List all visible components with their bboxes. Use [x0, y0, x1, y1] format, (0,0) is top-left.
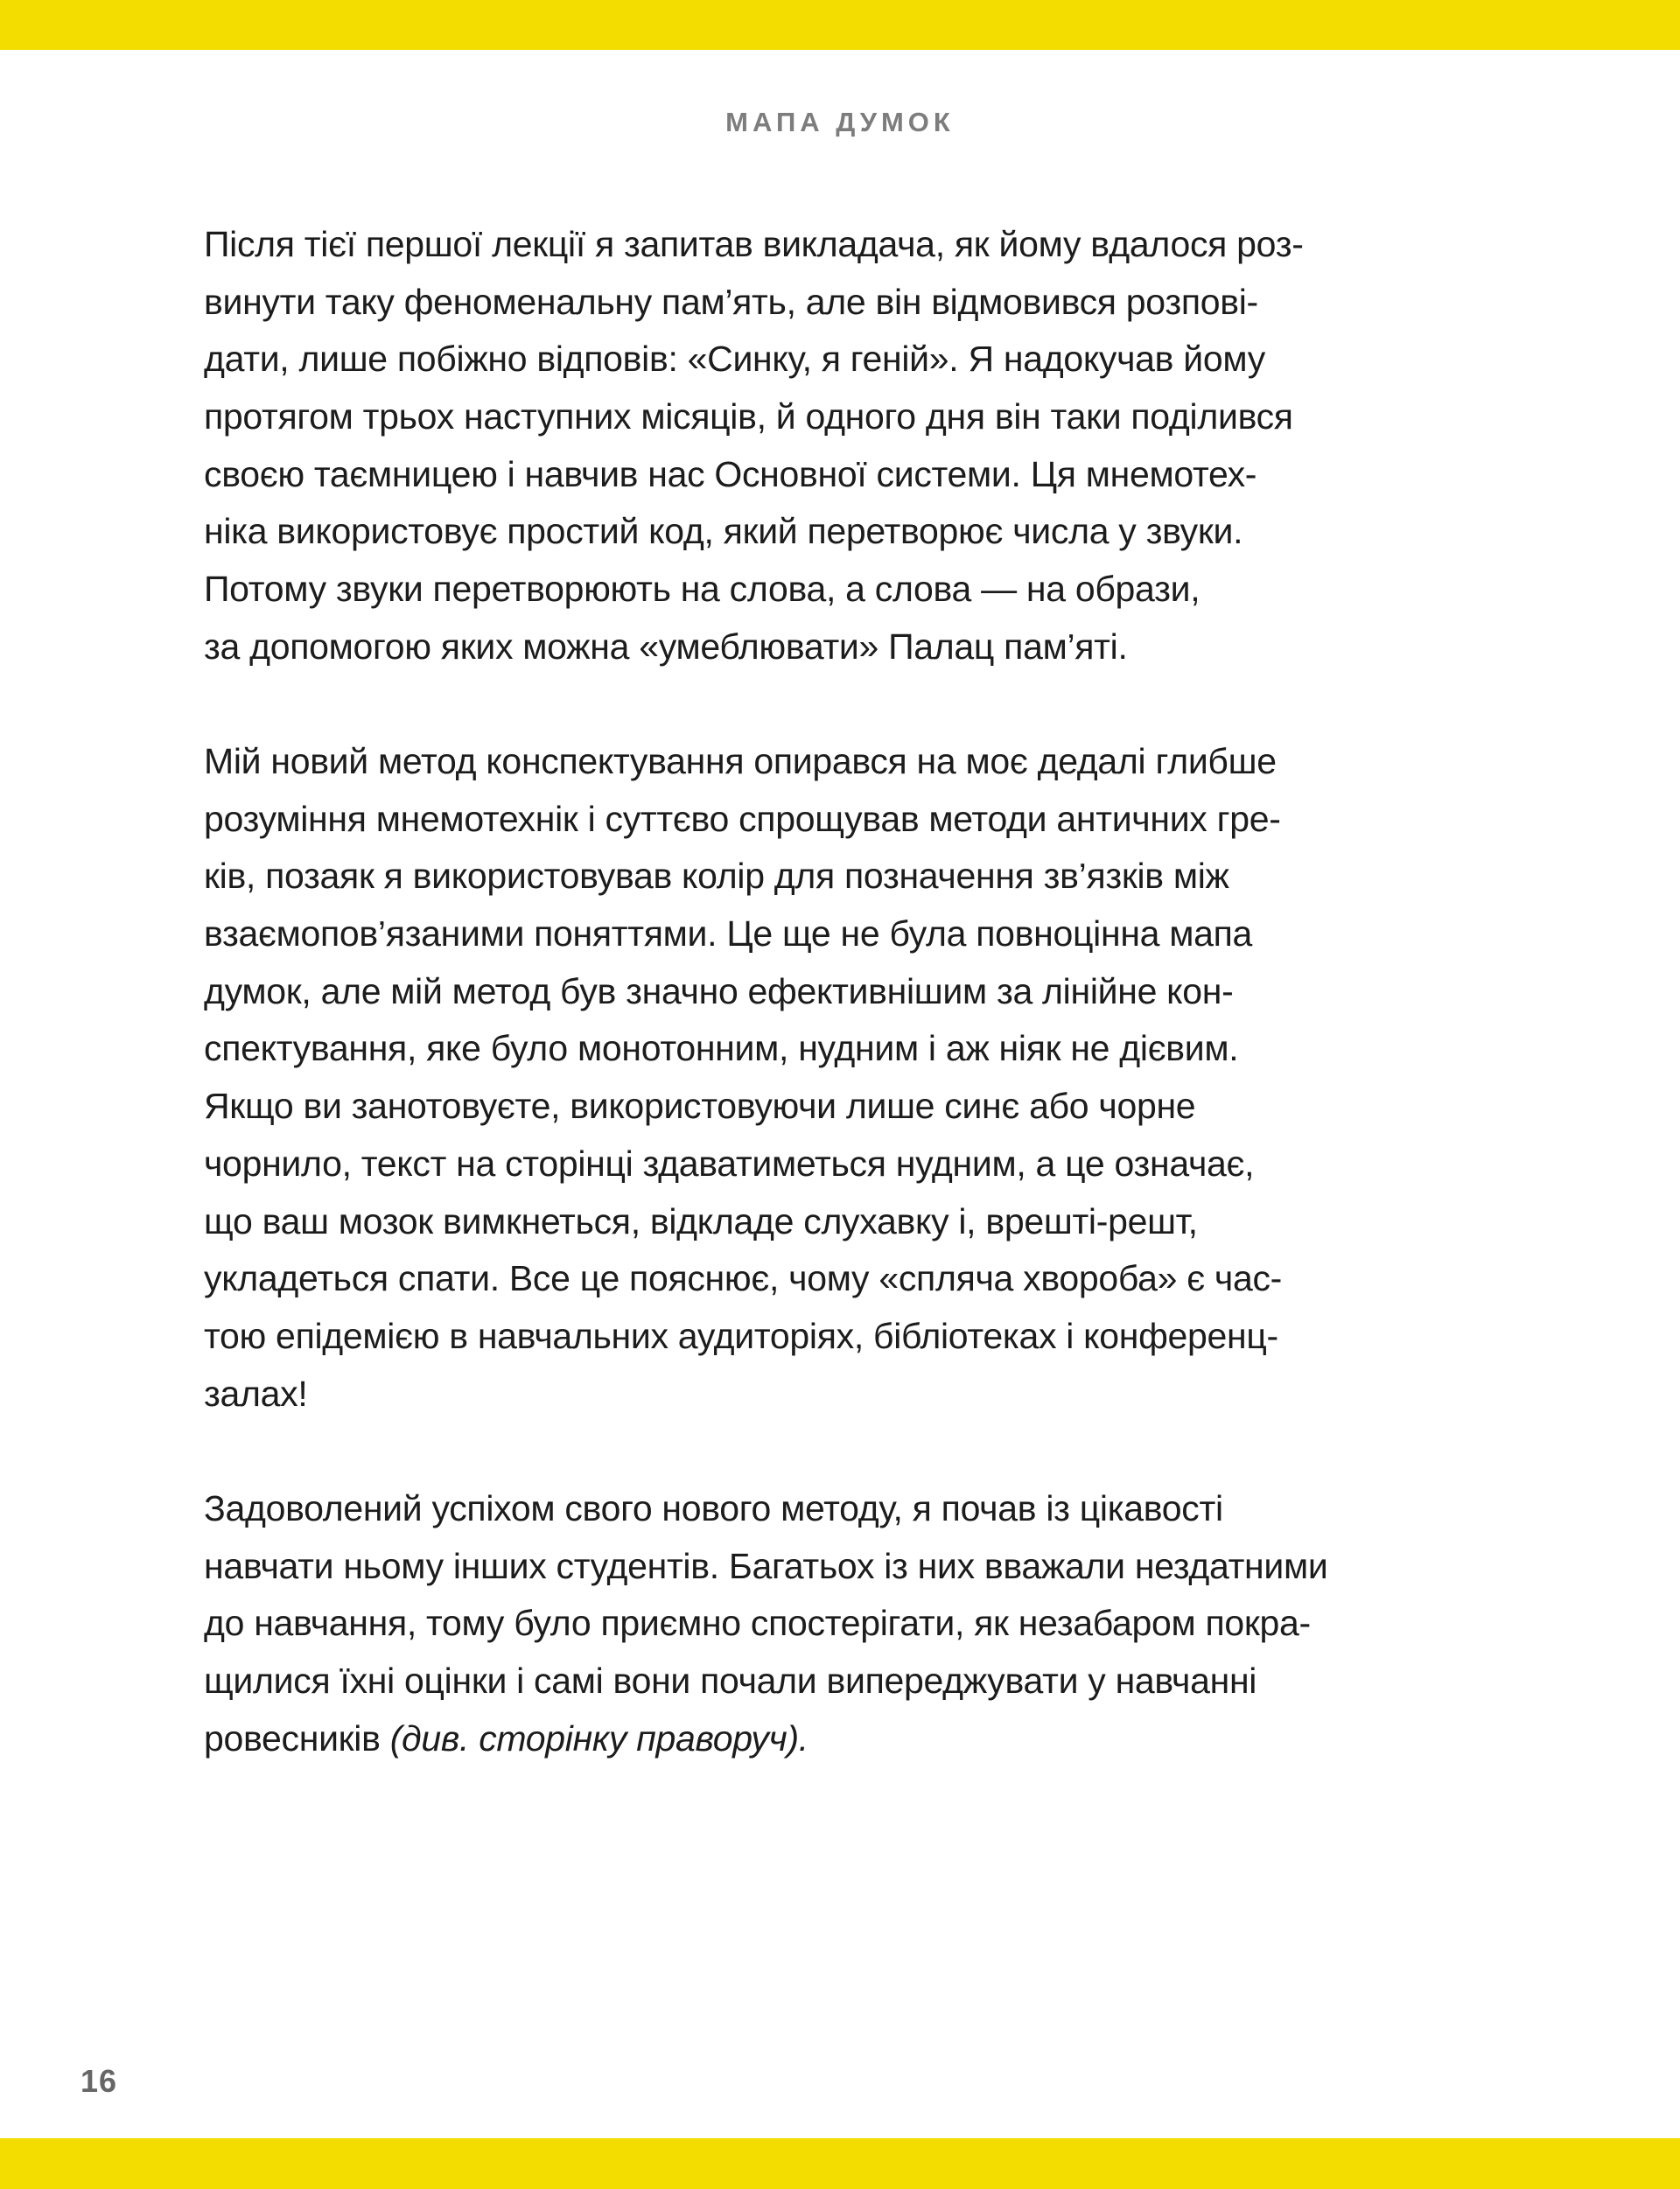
text-line: ків, позаяк я використовував колір для позначення зв’язків між — [204, 856, 1229, 897]
text-line: Якщо ви занотовуєте, використовуючи лише синє або чорне — [204, 1086, 1196, 1127]
text-line: укладеться спати. Все це пояснює, чому «спляча хвороба» є час- — [204, 1258, 1283, 1299]
text-line: дати, лише побіжно відповів: «Синку, я геній». Я надокучав йому — [204, 339, 1265, 380]
text-plain: ровесників — [204, 1717, 390, 1759]
text-line: взаємопов’язаними поняттями. Це ще не була повноцінна мапа — [204, 913, 1253, 955]
text-line: залах! — [204, 1373, 308, 1414]
text-line: Після тієї першої лекції я запитав викладача, як йому вдалося роз- — [204, 224, 1304, 264]
text-line: протягом трьох наступних місяців, й одного дня він таки поділився — [204, 396, 1293, 437]
text-line: тою епідемією в навчальних аудиторіях, бібліотеках і конференц- — [204, 1315, 1278, 1356]
bottom-accent-bar — [0, 2138, 1680, 2189]
text-line: винути таку феноменальну пам’ять, але він відмовився розпові- — [204, 281, 1258, 322]
text-line: спектування, яке було монотонним, нудним і аж ніяк не дієвим. — [204, 1028, 1239, 1069]
text-line: чорнило, текст на сторінці здаватиметься нудним, а це означає, — [204, 1143, 1255, 1184]
text-line: до навчання, тому було приємно спостерігати, як незабаром покра- — [204, 1603, 1311, 1644]
text-line: своєю таємницею і навчив нас Основної системи. Ця мнемотех- — [204, 453, 1257, 494]
paragraph-2 — [204, 733, 1481, 1423]
page-reference: (див. сторінку праворуч). — [389, 1717, 808, 1759]
paragraph-1 — [204, 216, 1481, 676]
text-line: Мій новий метод конспектування опирався на моє дедалі глибше — [204, 741, 1277, 781]
text-line: Задоволений успіхом свого нового методу, я почав із цікавості — [204, 1488, 1223, 1528]
text-line: навчати ньому інших студентів. Багатьох із них вважали нездатними — [204, 1545, 1328, 1586]
paragraph-3 — [204, 1480, 1481, 1767]
text-line: що ваш мозок вимкнеться, відкладе слухавку і, врешті-решт, — [204, 1200, 1198, 1241]
page-number: 16 — [80, 2063, 118, 2099]
text-line: розуміння мнемотехнік і суттєво спрощував методи античних гре- — [204, 798, 1281, 839]
text-line: думок, але мій метод був значно ефективнішим за лінійне кон- — [204, 970, 1234, 1011]
text-line: Потому звуки перетворюють на слова, а слова — на образи, — [204, 569, 1200, 610]
text-line: ніка використовує простий код, який перетворює числа у звуки. — [204, 511, 1243, 552]
top-accent-bar — [0, 0, 1680, 50]
text-line — [204, 1710, 1481, 1768]
text-line: щилися їхні оцінки і самі вони почали випереджувати у навчанні — [204, 1661, 1257, 1702]
text-line: за допомогою яких можна «умеблювати» Палац пам’яті. — [204, 626, 1128, 667]
running-title: МАПА ДУМОК — [725, 107, 955, 137]
